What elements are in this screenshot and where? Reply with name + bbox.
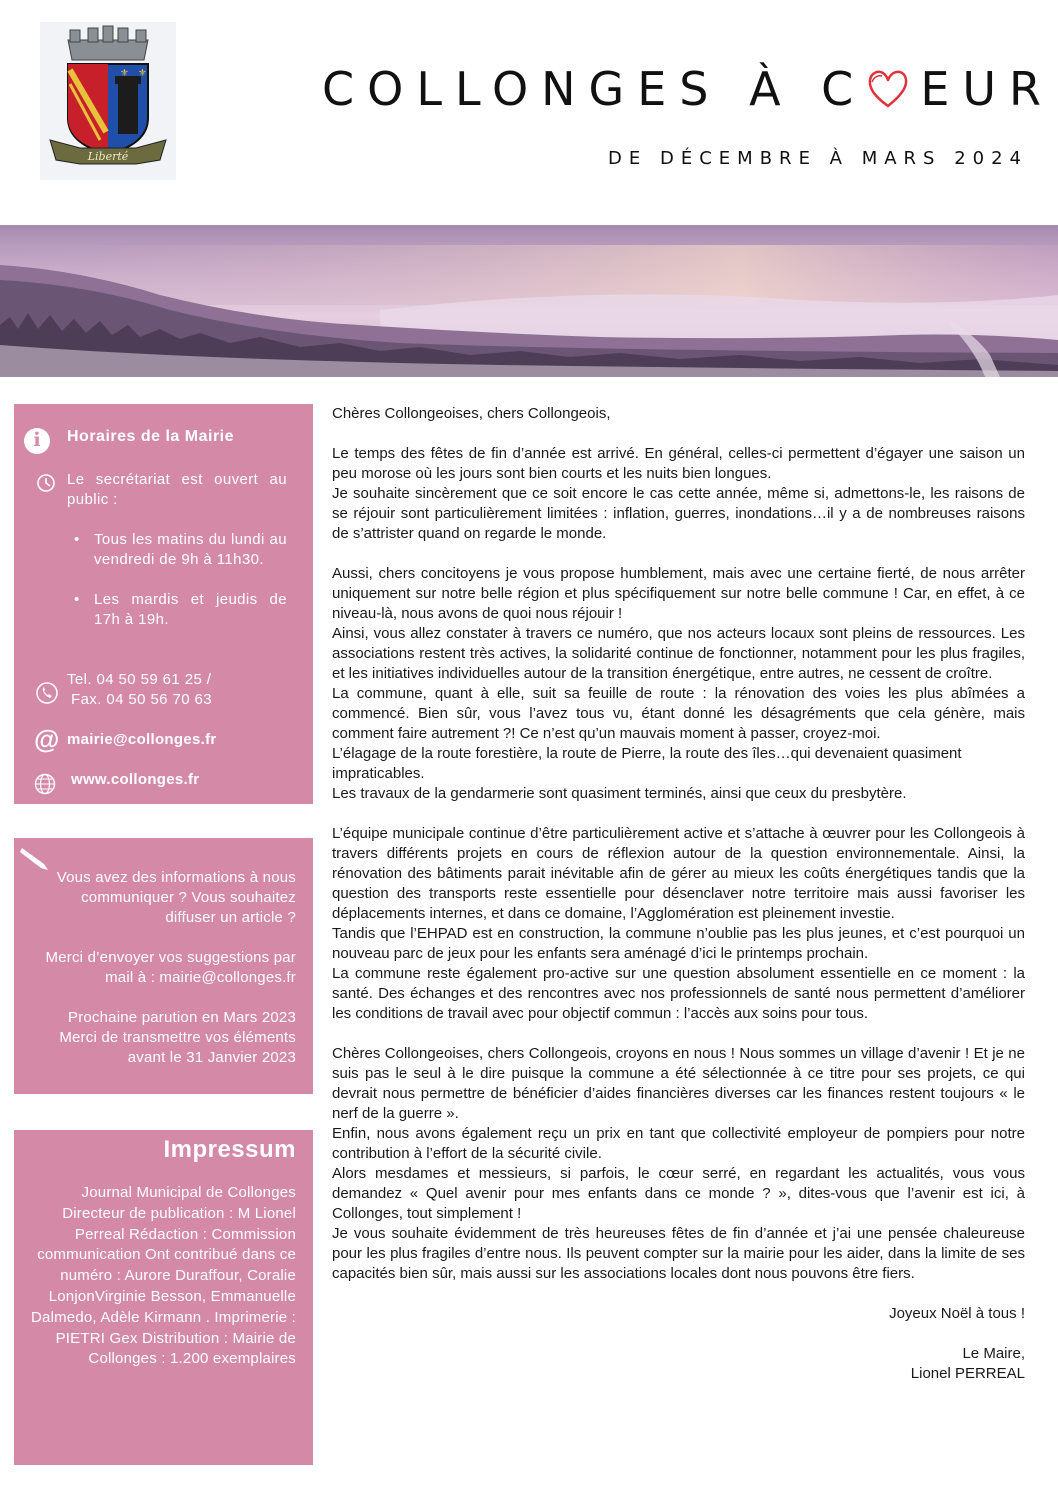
hours-item-mornings: • Tous les matins du lundi au vendredi de 9h à 11h30. bbox=[72, 530, 287, 570]
winter-landscape-banner bbox=[0, 225, 1058, 377]
info-icon: i bbox=[24, 428, 50, 454]
phone-number: Tel. 04 50 59 61 25 / bbox=[67, 671, 212, 688]
town-hall-hours-panel bbox=[14, 404, 313, 804]
letter-paragraph: Le temps des fêtes de fin d’année est arrivé. En général, celles-ci permettent d’égayer une saison un peu morose où les jours sont bien courts et les nuits bien longues. bbox=[332, 445, 1025, 482]
contributions-email: Merci d’envoyer vos suggestions par mail à : mairie@collonges.fr bbox=[45, 949, 296, 986]
email-link[interactable]: mairie@collonges.fr bbox=[67, 731, 217, 748]
svg-text:⚜: ⚜ bbox=[120, 68, 129, 79]
title-part-1: COLLONGES À C bbox=[322, 62, 867, 116]
heart-icon bbox=[866, 67, 910, 111]
hours-title: Horaires de la Mairie bbox=[67, 428, 235, 445]
phone-icon bbox=[36, 682, 58, 704]
phone-fax-text bbox=[67, 670, 212, 710]
fax-number: Fax. 04 50 56 70 63 bbox=[71, 691, 213, 708]
globe-icon bbox=[34, 773, 56, 795]
letter-paragraph: Tandis que l’EHPAD est en construction, la commune n’oublie pas les plus jeunes, et c’est pourquoi un nouveau parc de jeux pour les enfants sera aménagé d’ici le printemps prochain. bbox=[332, 925, 1025, 962]
mayor-letter bbox=[332, 404, 1025, 1384]
crest-motto: Liberté bbox=[87, 150, 129, 163]
website-link[interactable]: www.collonges.fr bbox=[71, 771, 200, 788]
letter-paragraph: Je vous souhaite évidemment de très heureuses fêtes de fin d’année et j’ai une pensée chaleureuse pour les plus fragiles d’entre nous. Ils peuvent compter sur la mairie pour les aider, dans la limite de ses capacités bien sûr, mais aussi sur les associations locales dont nous pouvons être fiers. bbox=[332, 1225, 1025, 1282]
letter-paragraph: L’élagage de la route forestière, la route de Pierre, la route des îles…qui devenaient quasiment impraticables. bbox=[332, 745, 962, 782]
signature-name: Lionel PERREAL bbox=[910, 1365, 1025, 1382]
letter-paragraph: Enfin, nous avons également reçu un prix en tant que collectivité employeur de pompiers pour notre contribution à l’effort de la sécurité civile. bbox=[332, 1125, 1025, 1162]
impressum-title: Impressum bbox=[163, 1136, 296, 1163]
letter-paragraph: Chères Collongeoises, chers Collongeois, croyons en nous ! Nous sommes un village d’avenir ! Et je ne suis pas le seul à le dire puisque la commune a été sélectionnée à ce titre pour ses projets, ce qui devrait nous permettre de bénéficier d’aides financières diverses car les finances restent toujours « le nerf de la guerre ». bbox=[332, 1045, 1025, 1122]
letter-paragraph: Je souhaite sincèrement que ce soit encore le cas cette année, même si, admettons-le, les raisons de se réjouir sont particulièrement limitées : inflation, guerres, inondations…il y a de nombreuses raisons de s’attrister quand on regarde le monde. bbox=[332, 485, 1025, 542]
letter-paragraph: L’équipe municipale continue d’être particulièrement active et s’attache à œuvrer pour les Collongeois à travers différents projets en cours de réflexion autour de la question environnementale. Ainsi, la rénovation des bâtiments parait inévitable afin de gérer au mieux les coûts énergétiques tandis que la question des transports reste essentielle pour désenclaver notre territoire mais aussi favoriser les déplacements internes, et dans ce domaine, l’Agglomération est pleinement investie. bbox=[332, 825, 1025, 922]
letter-greeting: Chères Collongeoises, chers Collongeois, bbox=[332, 405, 611, 422]
signature-role: Le Maire, bbox=[962, 1345, 1025, 1362]
contributions-question: Vous avez des informations à nous communiquer ? Vous souhaitez diffuser un article ? bbox=[56, 869, 296, 926]
letter-paragraph: Aussi, chers concitoyens je vous propose humblement, mais avec une certaine fierté, de nous arrêter uniquement sur notre belle région et plus spécifiquement sur notre belle commune ! Car, en effet, à ce niveau-là, nous avons de quoi nous réjouir ! bbox=[332, 565, 1025, 622]
hours-list bbox=[72, 530, 287, 630]
letter-paragraph: Alors mesdames et messieurs, si parfois, le cœur serré, en regardant les actualités, vous vous demandez « Quel avenir pour mes enfants dans ce monde ? », dites-vous que l’avenir est ici, à Collonges, tout simplement ! bbox=[332, 1165, 1025, 1222]
title-part-2: EUR bbox=[920, 62, 1055, 116]
impressum-panel bbox=[14, 1130, 313, 1465]
letter-paragraph: La commune reste également pro-active sur une question absolument essentielle en ce moment : la santé. Des échanges et des rencontres avec nos professionnels de santé nous permettent d’améliorer les conditions de travail avec pour objectif commun : l’accès aux soins pour tous. bbox=[332, 965, 1025, 1022]
contributions-text bbox=[28, 868, 296, 1068]
next-issue: Prochaine parution en Mars 2023 Merci de transmettre vos éléments avant le 31 Janvier 2023 bbox=[59, 1009, 296, 1066]
coat-of-arms-logo bbox=[40, 22, 176, 180]
clock-icon bbox=[36, 473, 56, 493]
hours-intro: Le secrétariat est ouvert au public : bbox=[67, 471, 287, 508]
svg-text:⚜: ⚜ bbox=[138, 68, 147, 79]
letter-paragraph: Ainsi, vous allez constater à travers ce numéro, que nos acteurs locaux sont pleins de ressources. Les associations restent très actives, la solidarité continue de fonctionner, notamment pour les plus fragiles, et les initiatives individuelles autour de la transition énergétique, entre autres, ne cessent de croître. bbox=[332, 625, 1025, 682]
newsletter-title bbox=[322, 62, 1055, 132]
at-sign-icon: @ bbox=[34, 724, 60, 754]
issue-period: DE DÉCEMBRE À MARS 2024 bbox=[608, 148, 1028, 169]
letter-paragraph: Les travaux de la gendarmerie sont quasiment terminés, ainsi que ceux du presbytère. bbox=[332, 785, 907, 802]
letter-paragraph: La commune, quant à elle, suit sa feuille de route : la rénovation des voies les plus abîmées a commencé. Bien sûr, vous l’avez tous vu, étant donné les désagréments que cela génère, mais comment faire autrement ?! Ce n’est qu’un mauvais moment à passer, croyez-moi. bbox=[332, 685, 1025, 742]
hours-item-evenings: • Les mardis et jeudis de 17h à 19h. bbox=[72, 590, 287, 630]
contributions-panel bbox=[14, 838, 313, 1094]
impressum-text: Journal Municipal de Collonges Directeur de publication : M Lionel Perreal Rédaction : Commission communication Ont contribué dans ce numéro : Aurore Duraffour, Coralie LonjonVirginie Besson, Emmanuelle Dalmedo, Adèle Kirmann . Imprimerie : PIETRI Gex Distribution : Mairie de Collonges : 1.200 exemplaires bbox=[31, 1184, 296, 1368]
letter-closing: Joyeux Noël à tous ! bbox=[889, 1305, 1025, 1322]
